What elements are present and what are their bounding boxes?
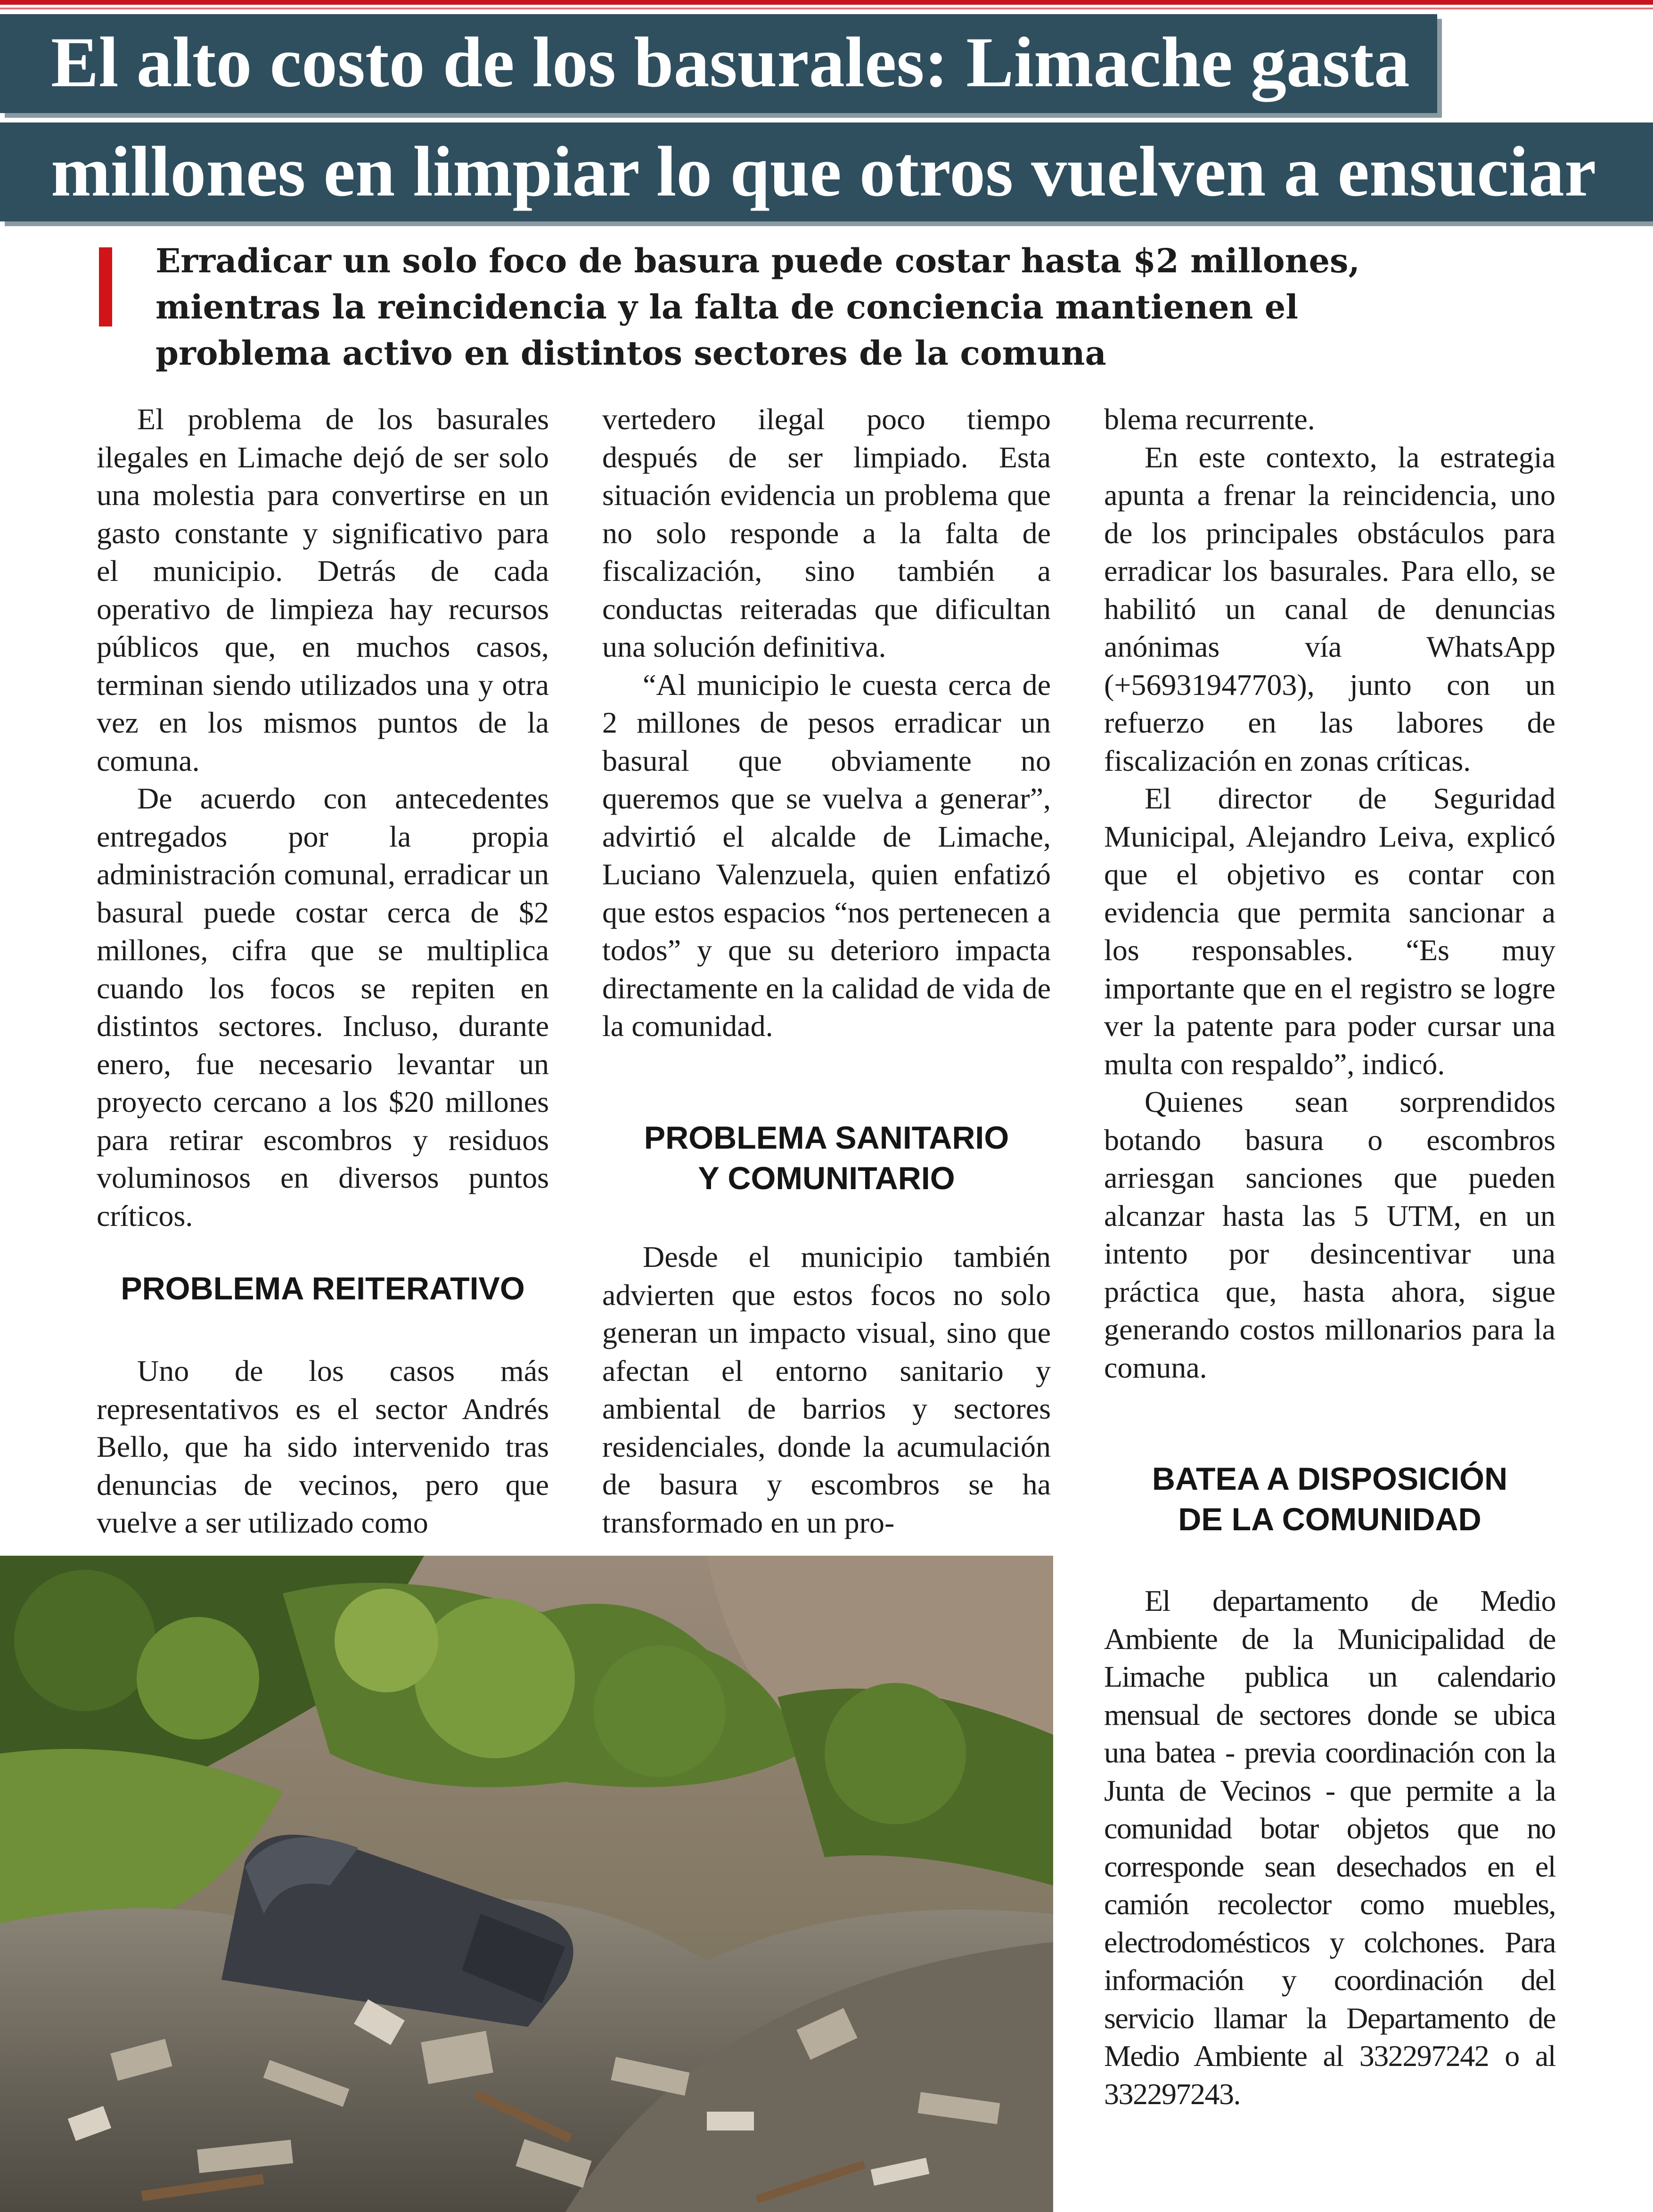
column-2-bottom [602, 1238, 1051, 1542]
paragraph: El director de Seguridad Municipal, Alejandro Leiva, explicó que el objetivo es contar con evidencia que permita sancionar a los responsables. “Es muy importante que en el registro se logre ver la patente para poder cursar una multa con respaldo”, indicó. [1104, 782, 1555, 1081]
paragraph: El problema de los basurales ilegales en Limache dejó de ser solo una molestia para convertirse en un gasto constante y significativo para el municipio. Detrás de cada operativo de limpieza hay recursos públicos que, en muchos casos, terminan siendo utilizados una y otra vez en los mismos puntos de la comuna. [97, 402, 549, 777]
deck-subtitle [155, 238, 1616, 376]
deck-line-1: Erradicar un solo foco de basura puede costar hasta $2 millones, [155, 241, 1360, 280]
top-red-rule [0, 0, 1653, 5]
paragraph: Quienes sean sorprendidos botando basura o escombros arriesgan sanciones que pueden alcanzar hasta las 5 UTM, en un intento por desincentivar una práctica que, hasta ahora, sigue generando costos millonarios para la comuna. [1104, 1085, 1555, 1384]
paragraph: Uno de los casos más representativos es el sector Andrés Bello, que ha sido intervenido tras denuncias de vecinos, pero que vuelve a ser utilizado como [97, 1354, 549, 1539]
deck-line-2: mientras la reincidencia y la falta de conciencia mantienen el [155, 287, 1298, 326]
subhead-problema-sanitario [602, 1118, 1051, 1199]
deck-line-3: problema activo en distintos sectores de la comuna [155, 334, 1106, 373]
headline-bar-1 [0, 14, 1437, 113]
headline-line-1: El alto costo de los basurales: Limache gasta [51, 23, 1410, 102]
dump-photo [0, 1556, 1053, 2212]
subhead-batea [1104, 1459, 1555, 1540]
headline-bar-2 [0, 122, 1653, 221]
top-red-rule-thin [0, 8, 1653, 9]
subhead-problema-reiterativo: PROBLEMA REITERATIVO [121, 1271, 525, 1306]
paragraph: blema recurrente. [1104, 402, 1315, 436]
paragraph: El departamento de Medio Ambiente de la Municipalidad de Limache publica un calendario mensual de sectores donde se ubica una batea - previa coordinación con la Junta de Vecinos - que permite a la comunidad botar objetos que no corresponde sean desechados en el camión recolector como muebles, electrodomésticos y colchones. Para información y coordinación del servicio llamar la Departamento de Medio Ambiente al 332297242 o al 332297243. [1104, 1584, 1555, 2111]
column-1-bottom [97, 1352, 549, 1542]
column-3-top [1104, 400, 1555, 1387]
column-3-bottom [1104, 1582, 1555, 2113]
subhead-line: PROBLEMA SANITARIO [644, 1120, 1009, 1156]
paragraph: vertedero ilegal poco tiempo después de ser limpiado. Esta situación evidencia un problema que no solo responde a la falta de fiscalización, sino también a conductas reiteradas que dificultan una solución definitiva. [602, 402, 1051, 663]
subhead-line: Y COMUNITARIO [698, 1160, 955, 1196]
column-1-top [97, 400, 549, 1235]
deck-accent-bar [99, 247, 112, 326]
column-2-top [602, 400, 1051, 1045]
paragraph: En este contexto, la estrategia apunta a frenar la reincidencia, uno de los principales obstáculos para erradicar los basurales. Para ello, se habilitó un canal de denuncias anónimas vía WhatsApp (+56931947703), junto con un refuerzo en las labores de fiscalización en zonas críticas. [1104, 440, 1555, 777]
paragraph: De acuerdo con antecedentes entregados por la propia administración comunal, erradicar un basural puede costar cerca de $2 millones, cifra que se multiplica cuando los focos se repiten en distintos sectores. Incluso, durante enero, fue necesario levantar un proyecto cercano a los $20 millones para retirar escombros y residuos voluminosos en diversos puntos críticos. [97, 782, 549, 1233]
subhead-line: BATEA A DISPOSICIÓN [1152, 1461, 1508, 1497]
subhead-line: DE LA COMUNIDAD [1178, 1502, 1481, 1537]
paragraph: “Al municipio le cuesta cerca de 2 millones de pesos erradicar un basural que obviamente no queremos que se vuelva a generar”, advirtió el alcalde de Limache, Luciano Valenzuela, quien enfatizó que estos espacios “nos pertenecen a todos” y que su deterioro impacta directamente en la calidad de vida de la comunidad. [602, 668, 1051, 1043]
dump-photo-illustration [0, 1556, 1053, 2212]
paragraph: Desde el municipio también advierten que estos focos no solo generan un impacto visual, sino que afectan el entorno sanitario y ambiental de barrios y sectores residenciales, donde la acumulación de basura y escombros se ha transformado en un pro- [602, 1240, 1051, 1539]
headline-line-2: millones en limpiar lo que otros vuelven a ensuciar [51, 132, 1596, 211]
